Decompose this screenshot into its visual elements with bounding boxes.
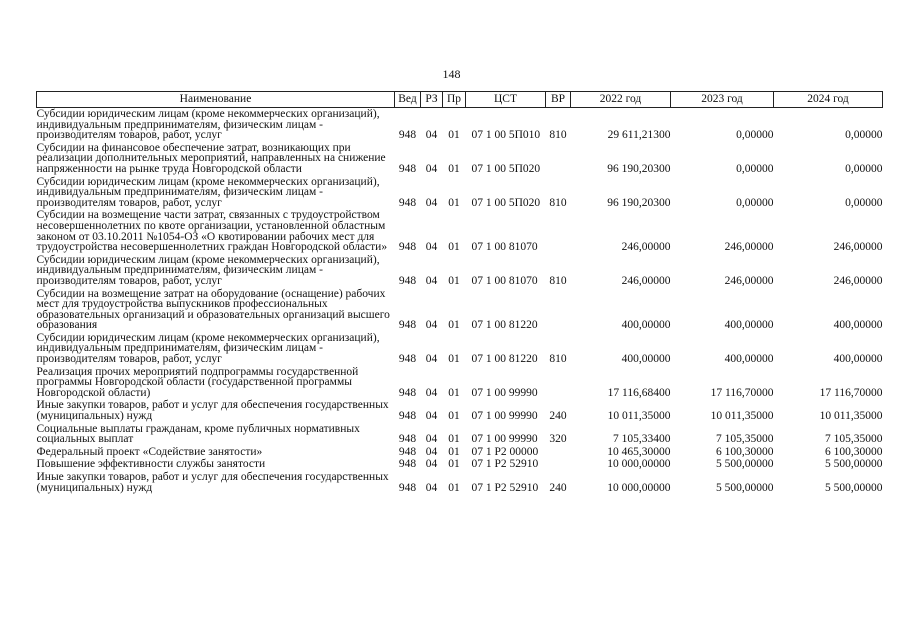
table-row bbox=[37, 209, 883, 253]
cell-cst: 07 1 00 99990 bbox=[471, 410, 538, 423]
header-name: Наименование bbox=[37, 92, 395, 108]
cell-pr: 01 bbox=[448, 196, 460, 209]
cell-pr: 01 bbox=[448, 386, 460, 399]
cell-rz: 04 bbox=[425, 445, 438, 458]
cell-rz: 04 bbox=[425, 274, 438, 287]
cell-name: Социальные выплаты гражданам, кроме публичных нормативных социальных выплат bbox=[36, 422, 360, 446]
cell-cst: 07 1 00 5П010 bbox=[471, 129, 541, 142]
cell-cst: 07 1 00 81070 bbox=[471, 274, 538, 287]
cell-rz: 04 bbox=[425, 353, 438, 366]
cell-pr: 01 bbox=[448, 410, 460, 423]
cell-name: Субсидии на возмещение затрат на оборудование (оснащение) рабочих мест для трудоустройства выпускников профессиональных образовательных организаций и образовательных организаций высшего образования bbox=[36, 287, 390, 332]
cell-rz: 04 bbox=[425, 162, 438, 175]
cell-cst: 07 1 00 81220 bbox=[471, 319, 538, 332]
cell-y2022: 96 190,20300 bbox=[607, 162, 671, 175]
cell-cst: 07 1 00 99990 bbox=[471, 386, 538, 399]
cell-ved: 948 bbox=[398, 162, 417, 175]
cell-y2023: 5 500,00000 bbox=[716, 481, 774, 494]
table-row bbox=[37, 332, 883, 366]
table-row bbox=[37, 458, 883, 471]
table-row bbox=[37, 446, 883, 459]
cell-pr: 01 bbox=[448, 433, 460, 446]
cell-y2023: 0,00000 bbox=[736, 196, 774, 209]
cell-y2023: 246,00000 bbox=[724, 241, 774, 254]
table-row bbox=[37, 399, 883, 422]
cell-ved: 948 bbox=[398, 458, 417, 471]
cell-y2023: 400,00000 bbox=[724, 353, 774, 366]
cell-ved: 948 bbox=[398, 445, 417, 458]
table-row bbox=[37, 254, 883, 288]
header-vr: ВР bbox=[546, 92, 571, 108]
cell-y2024: 0,00000 bbox=[845, 196, 883, 209]
cell-y2022: 400,00000 bbox=[621, 319, 671, 332]
cell-y2024: 6 100,30000 bbox=[825, 445, 883, 458]
cell-vr bbox=[546, 366, 571, 400]
cell-rz: 04 bbox=[425, 129, 438, 142]
header-2023: 2023 год bbox=[671, 92, 774, 108]
page-number: 148 bbox=[442, 67, 461, 81]
cell-rz: 04 bbox=[425, 410, 438, 423]
cell-y2022: 10 011,35000 bbox=[607, 410, 671, 423]
cell-rz: 04 bbox=[425, 196, 438, 209]
header-cst: ЦСТ bbox=[466, 92, 546, 108]
cell-y2022: 96 190,20300 bbox=[607, 196, 671, 209]
cell-y2022: 400,00000 bbox=[621, 353, 671, 366]
cell-name: Реализация прочих мероприятий подпрограммы государственной программы Новгородской области (государственной программы Новгородской области) bbox=[36, 365, 359, 399]
cell-name: Повышение эффективности службы занятости bbox=[36, 458, 266, 471]
cell-vr: 240 bbox=[549, 481, 567, 494]
table-row bbox=[37, 288, 883, 332]
cell-ved: 948 bbox=[398, 319, 417, 332]
cell-rz: 04 bbox=[425, 386, 438, 399]
cell-y2023: 17 116,70000 bbox=[710, 386, 774, 399]
cell-ved: 948 bbox=[398, 481, 417, 494]
cell-cst: 07 1 00 81070 bbox=[471, 241, 538, 254]
table-row bbox=[37, 176, 883, 210]
cell-y2022: 246,00000 bbox=[621, 241, 671, 254]
cell-name: Субсидии юридическим лицам (кроме некоммерческих организаций), индивидуальным предпринимателям, физическим лицам - производителям товаров, работ, услуг bbox=[36, 253, 380, 287]
cell-y2024: 400,00000 bbox=[833, 319, 883, 332]
cell-vr bbox=[546, 288, 571, 332]
cell-vr: 320 bbox=[549, 433, 567, 446]
cell-y2023: 7 105,35000 bbox=[716, 433, 774, 446]
header-rz: РЗ bbox=[421, 92, 443, 108]
cell-cst: 07 1 00 5П020 bbox=[471, 196, 541, 209]
cell-cst: 07 1 P2 52910 bbox=[471, 458, 539, 471]
cell-y2024: 0,00000 bbox=[845, 129, 883, 142]
cell-cst: 07 1 P2 52910 bbox=[471, 481, 539, 494]
cell-vr bbox=[546, 209, 571, 253]
cell-vr: 240 bbox=[549, 410, 567, 423]
cell-vr: 810 bbox=[549, 274, 567, 287]
budget-table bbox=[36, 91, 883, 494]
cell-pr: 01 bbox=[448, 241, 460, 254]
cell-y2024: 10 011,35000 bbox=[819, 410, 883, 423]
cell-y2023: 246,00000 bbox=[724, 274, 774, 287]
cell-y2023: 0,00000 bbox=[736, 129, 774, 142]
cell-rz: 04 bbox=[425, 458, 438, 471]
cell-ved: 948 bbox=[398, 353, 417, 366]
cell-name: Иные закупки товаров, работ и услуг для обеспечения государственных (муниципальных) нужд bbox=[36, 471, 389, 494]
cell-y2023: 5 500,00000 bbox=[716, 458, 774, 471]
cell-vr bbox=[546, 458, 571, 471]
cell-ved: 948 bbox=[398, 433, 417, 446]
cell-pr: 01 bbox=[448, 129, 460, 142]
cell-name: Федеральный проект «Содействие занятости» bbox=[36, 445, 263, 458]
header-ved: Вед bbox=[395, 92, 421, 108]
table-row bbox=[37, 142, 883, 176]
cell-y2024: 246,00000 bbox=[833, 241, 883, 254]
cell-y2022: 10 465,30000 bbox=[607, 445, 671, 458]
cell-vr: 810 bbox=[549, 353, 567, 366]
cell-vr: 810 bbox=[549, 196, 567, 209]
cell-ved: 948 bbox=[398, 129, 417, 142]
table-row bbox=[37, 366, 883, 400]
cell-ved: 948 bbox=[398, 241, 417, 254]
cell-pr: 01 bbox=[448, 162, 460, 175]
cell-y2024: 0,00000 bbox=[845, 162, 883, 175]
cell-rz: 04 bbox=[425, 481, 438, 494]
cell-pr: 01 bbox=[448, 458, 460, 471]
cell-y2023: 10 011,35000 bbox=[710, 410, 774, 423]
cell-vr: 810 bbox=[549, 129, 567, 142]
header-pr: Пр bbox=[443, 92, 466, 108]
cell-pr: 01 bbox=[448, 445, 460, 458]
table-row bbox=[37, 423, 883, 446]
cell-y2022: 17 116,68400 bbox=[607, 386, 671, 399]
cell-y2024: 400,00000 bbox=[833, 353, 883, 366]
cell-y2023: 0,00000 bbox=[736, 162, 774, 175]
cell-ved: 948 bbox=[398, 274, 417, 287]
cell-pr: 01 bbox=[448, 353, 460, 366]
cell-name: Субсидии на возмещение части затрат, связанных с трудоустройством несовершеннолетних по квоте организации, установленной областным законом от 03.10.2011 №1054-ОЗ «О квотировании рабочих мест для трудоустройства несовершеннолетних граждан Новгородской области» bbox=[36, 209, 388, 254]
cell-y2024: 7 105,35000 bbox=[825, 433, 883, 446]
cell-name: Субсидии юридическим лицам (кроме некоммерческих организаций), индивидуальным предпринимателям, физическим лицам - производителям товаров, работ, услуг bbox=[36, 108, 380, 142]
cell-y2024: 246,00000 bbox=[833, 274, 883, 287]
cell-y2023: 400,00000 bbox=[724, 319, 774, 332]
cell-cst: 07 1 P2 00000 bbox=[471, 445, 539, 458]
cell-y2024: 5 500,00000 bbox=[825, 458, 883, 471]
cell-y2024: 5 500,00000 bbox=[825, 481, 883, 494]
header-2022: 2022 год bbox=[571, 92, 671, 108]
cell-y2022: 29 611,21300 bbox=[607, 129, 671, 142]
cell-name: Иные закупки товаров, работ и услуг для обеспечения государственных (муниципальных) нужд bbox=[36, 399, 389, 423]
cell-vr bbox=[546, 142, 571, 176]
cell-name: Субсидии юридическим лицам (кроме некоммерческих организаций), индивидуальным предпринимателям, физическим лицам - производителям товаров, работ, услуг bbox=[36, 175, 380, 209]
cell-pr: 01 bbox=[448, 319, 460, 332]
cell-ved: 948 bbox=[398, 410, 417, 423]
table-row bbox=[37, 471, 883, 494]
cell-name: Субсидии на финансовое обеспечение затрат, возникающих при реализации дополнительных мероприятий, направленных на снижение напряженности на рынке труда Новгородской области bbox=[36, 141, 386, 175]
cell-pr: 01 bbox=[448, 481, 460, 494]
cell-y2024: 17 116,70000 bbox=[819, 386, 883, 399]
cell-cst: 07 1 00 81220 bbox=[471, 353, 538, 366]
cell-vr bbox=[546, 446, 571, 459]
cell-ved: 948 bbox=[398, 386, 417, 399]
cell-cst: 07 1 00 99990 bbox=[471, 433, 538, 446]
table-body bbox=[37, 108, 883, 495]
cell-rz: 04 bbox=[425, 241, 438, 254]
header-2024: 2024 год bbox=[774, 92, 883, 108]
table-header bbox=[37, 92, 883, 108]
cell-y2022: 10 000,00000 bbox=[607, 481, 671, 494]
cell-cst: 07 1 00 5П020 bbox=[471, 162, 541, 175]
cell-ved: 948 bbox=[398, 196, 417, 209]
cell-y2022: 246,00000 bbox=[621, 274, 671, 287]
table-row bbox=[37, 108, 883, 142]
cell-y2023: 6 100,30000 bbox=[716, 445, 774, 458]
cell-pr: 01 bbox=[448, 274, 460, 287]
cell-rz: 04 bbox=[425, 319, 438, 332]
cell-y2022: 7 105,33400 bbox=[613, 433, 671, 446]
cell-y2022: 10 000,00000 bbox=[607, 458, 671, 471]
cell-rz: 04 bbox=[425, 433, 438, 446]
cell-name: Субсидии юридическим лицам (кроме некоммерческих организаций), индивидуальным предпринимателям, физическим лицам - производителям товаров, работ, услуг bbox=[36, 331, 380, 366]
